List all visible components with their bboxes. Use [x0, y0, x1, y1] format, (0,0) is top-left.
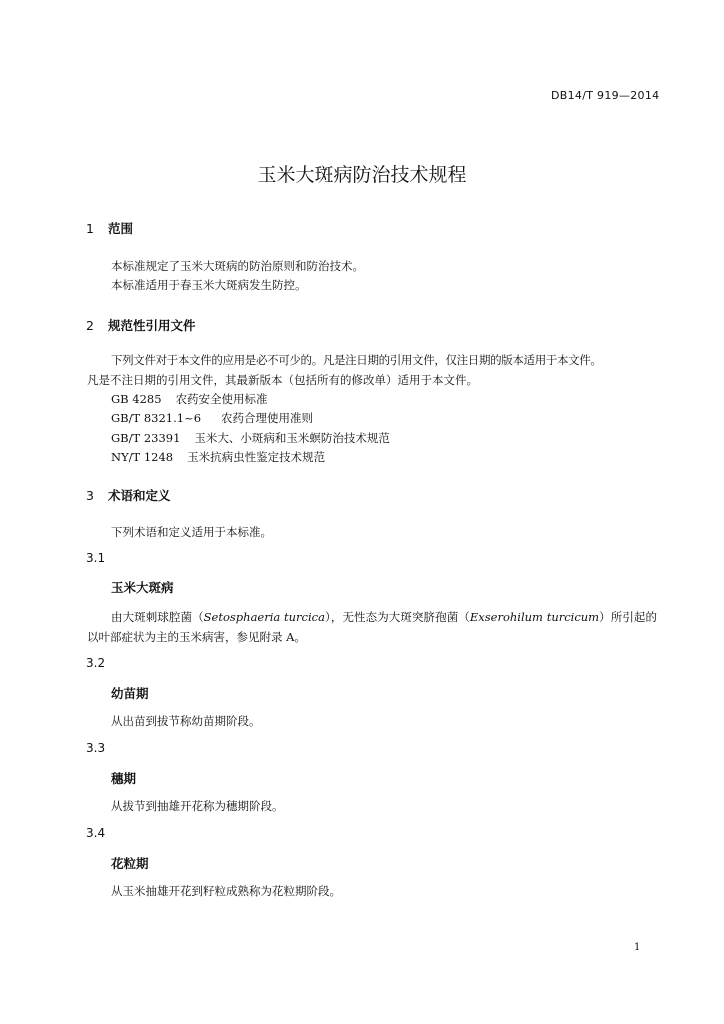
term-name: 玉米大斑病: [111, 580, 174, 595]
document-number: DB14/T 919—2014: [551, 89, 660, 102]
definition-text: 由大斑刺球腔菌（: [111, 610, 204, 624]
clause-number: 3.2: [86, 656, 106, 670]
term-definition: 从拔节到抽雄开花称为穗期阶段。: [111, 799, 284, 813]
reference-item: [111, 449, 325, 465]
normative-intro-line-1: 下列文件对于本文件的应用是必不可少的。凡是注日期的引用文件，仅注日期的版本适用于本文件。: [111, 353, 602, 367]
term-name: 花粒期: [111, 856, 149, 871]
reference-title: 农药安全使用标准: [175, 392, 268, 406]
section-number: 2: [86, 318, 94, 333]
reference-code: GB/T 23391: [111, 431, 181, 445]
reference-title: 玉米抗病虫性鉴定技术规范: [187, 450, 326, 464]
term-definition: [87, 607, 657, 647]
definition-text: ），无性态为大斑突脐孢菌（: [324, 610, 470, 624]
reference-code: GB/T 8321.1~6: [111, 411, 202, 425]
clause-number: 3.3: [86, 741, 106, 755]
term-name: 穗期: [111, 771, 137, 786]
reference-title: 农药合理使用准则: [221, 411, 314, 425]
section-number: 3: [86, 488, 94, 503]
section-number: 1: [86, 221, 94, 236]
clause-number: 3.4: [86, 826, 106, 840]
section-title: 术语和定义: [108, 488, 171, 503]
scope-line-2: 本标准适用于春玉米大斑病发生防控。: [111, 278, 307, 292]
latin-name: Exserohilum turcicum: [469, 610, 600, 624]
reference-item: [111, 430, 390, 446]
clause-number: 3.1: [86, 551, 106, 565]
section-2-heading: [86, 316, 196, 334]
page-number: 1: [634, 942, 641, 953]
reference-item: [111, 410, 313, 426]
terms-intro: 下列术语和定义适用于本标准。: [111, 525, 272, 539]
section-title: 范围: [108, 221, 134, 236]
document-title: 玉米大斑病防治技术规程: [257, 164, 467, 186]
section-1-heading: [86, 219, 133, 237]
term-definition: 从出苗到拔节称幼苗期阶段。: [111, 714, 261, 728]
term-definition: 从玉米抽雄开花到籽粒成熟称为花粒期阶段。: [111, 884, 341, 898]
reference-code: NY/T 1248: [111, 450, 174, 464]
section-title: 规范性引用文件: [108, 318, 196, 333]
latin-name: Setosphaeria turcica: [203, 610, 325, 624]
reference-code: GB 4285: [111, 392, 162, 406]
reference-item: [111, 391, 268, 407]
scope-line-1: 本标准规定了玉米大斑病的防治原则和防治技术。: [111, 259, 364, 273]
section-3-heading: [86, 486, 171, 504]
term-name: 幼苗期: [111, 686, 149, 701]
definition-text: ）所引起的以叶部症状为主的玉米病害，参见附录 A。: [87, 610, 658, 644]
reference-title: 玉米大、小斑病和玉米螟防治技术规范: [194, 431, 390, 445]
normative-intro-line-2: 凡是不注日期的引用文件，其最新版本（包括所有的修改单）适用于本文件。: [87, 373, 478, 387]
